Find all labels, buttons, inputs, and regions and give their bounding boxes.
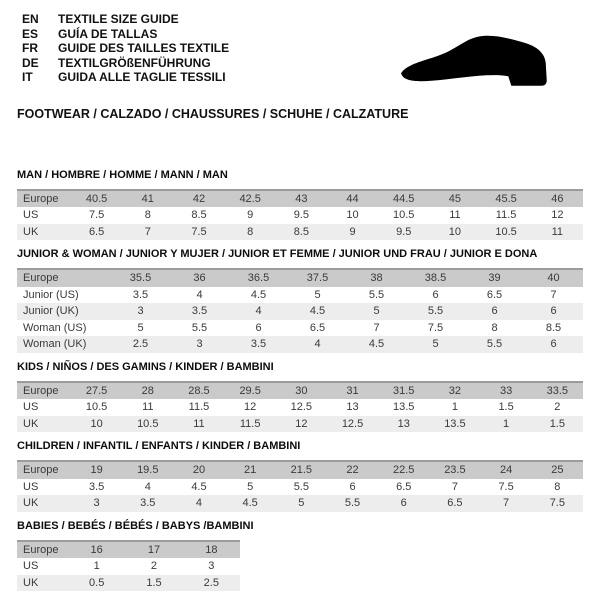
size-cell: 8.5 [545,321,562,334]
table-row [17,495,583,512]
man-size-table [17,189,583,241]
table-title-junior-woman: JUNIOR & WOMAN / JUNIOR Y MUJER / JUNIOR ET FEMME / JUNIOR UND FRAU / JUNIOR E DONA [17,248,538,260]
size-cell: 8 [491,321,498,334]
row-label: Europe [23,464,59,476]
size-cell: 45.5 [495,192,517,205]
table-row [17,303,583,320]
size-cell: 19 [90,464,103,476]
size-cell: 11.5 [495,209,517,221]
size-cell: 12 [551,209,564,221]
size-cell: 27.5 [85,384,108,397]
size-cell: 6 [491,305,498,317]
size-cell: 11 [449,209,461,221]
size-cell: 42.5 [239,192,261,205]
size-cell: 5.5 [486,338,503,350]
size-cell: 10.5 [393,209,415,221]
babies-size-table [17,540,240,592]
size-cell: 0.5 [89,576,105,589]
size-cell: 7 [550,288,557,301]
row-label: US [23,480,39,493]
size-cell: 6.5 [447,497,463,509]
size-cell: 39 [488,272,501,284]
size-cell: 12 [244,401,257,413]
table-row [17,399,583,416]
size-cell: 13 [346,401,359,413]
size-cell: 6.5 [88,225,105,238]
table-row [17,336,583,353]
row-label: Junior (US) [23,288,79,301]
size-cell: 9 [247,209,254,221]
size-cell: 7.5 [191,225,207,238]
size-cell: 1 [451,401,458,413]
language-code: DE [22,55,39,70]
size-cell: 9.5 [293,209,309,221]
size-cell: 32 [448,384,462,397]
size-cell: 21 [244,464,257,476]
size-cell: 12.5 [341,417,364,430]
size-cell: 5.5 [427,305,444,317]
size-cell: 38.5 [424,272,447,284]
language-code: IT [22,70,33,84]
size-cell: 11 [142,401,154,413]
size-cell: 33 [499,384,513,397]
row-label: UK [23,225,39,238]
size-cell: 7 [451,480,458,493]
language-label: TEXTILGRÖßENFÜHRUNG [58,55,211,70]
language-label: GUIDE DES TAILLES TEXTILE [58,41,230,55]
row-label: US [23,209,39,221]
size-cell: 30 [295,384,308,397]
size-cell: 6 [550,305,557,317]
size-cell: 1.5 [146,576,162,589]
section-children [17,439,583,512]
size-cell: 6 [255,321,262,334]
size-cell: 4.5 [309,305,326,317]
row-label: UK [23,497,39,509]
size-cell: 5 [432,338,439,350]
size-cell: 18 [205,543,218,556]
size-cell: 7.5 [549,497,565,509]
size-cell: 3.5 [250,338,267,350]
size-cell: 3.5 [132,288,149,301]
size-cell: 3.5 [140,497,156,509]
size-cell: 28.5 [188,384,210,397]
size-cell: 35.5 [129,272,152,284]
table-row [17,287,583,304]
table-row [17,224,583,241]
row-label: Woman (UK) [23,338,87,350]
size-cell: 3 [196,338,203,350]
size-cell: 7 [503,497,510,509]
size-cell: 33.5 [546,384,569,397]
junior-woman-size-table [17,268,583,353]
size-cell: 4.5 [250,288,267,301]
size-cell: 6.5 [309,321,326,334]
language-label: GUÍA DE TALLAS [58,26,158,41]
size-cell: 4.5 [242,497,258,509]
size-cell: 11.5 [188,401,210,413]
size-cell: 22.5 [393,464,415,476]
size-cell: 4 [195,497,203,509]
size-cell: 11 [551,225,564,238]
size-cell: 4 [144,480,151,493]
size-cell: 9.5 [396,225,412,238]
row-label: Junior (UK) [23,305,79,317]
size-cell: 44.5 [393,192,415,205]
size-cell: 28 [141,384,154,397]
size-cell: 19.5 [137,464,159,476]
row-label: US [23,560,39,572]
size-cell: 6.5 [486,288,503,301]
size-cell: 4 [314,338,321,350]
size-cell: 12 [295,417,308,430]
size-cell: 1 [93,560,100,572]
size-cell: 10.5 [495,225,517,238]
table-row [17,269,583,287]
size-cell: 1.5 [498,401,514,413]
section-babies [17,519,583,592]
section-kids [17,360,583,433]
row-label: Europe [23,272,59,284]
table-title-children: CHILDREN / INFANTIL / ENFANTS / KINDER / BAMBINI [17,440,301,452]
section-man [17,168,583,241]
size-cell: 4.5 [191,480,207,493]
size-cell: 6 [349,480,356,493]
size-cell: 3 [208,560,215,572]
section-junior-woman [17,247,583,353]
size-cell: 37.5 [306,272,329,284]
size-cell: 4 [196,288,203,301]
size-cell: 6.5 [396,480,412,493]
size-cell: 2 [554,401,561,413]
size-cell: 40.5 [85,192,108,205]
category-title: FOOTWEAR / CALZADO / CHAUSSURES / SCHUHE / CALZATURE [17,106,409,121]
row-label: Europe [23,192,59,205]
size-cell: 2.5 [203,576,219,589]
size-cell: 4.5 [368,338,385,350]
row-label: UK [23,417,39,430]
size-cell: 7.5 [427,321,444,334]
size-cell: 5 [298,497,305,509]
size-cell: 13 [397,417,410,430]
size-cell: 5 [373,305,380,317]
table-title-babies: BABIES / BEBÉS / BÉBÉS / BABYS /BAMBINI [17,519,254,532]
size-cell: 5.5 [368,288,385,301]
size-cell: 7.5 [498,480,514,493]
size-cell: 41 [141,192,154,205]
size-cell: 13.5 [444,417,466,430]
size-cell: 11 [193,417,205,430]
size-cell: 5 [137,321,144,334]
size-cell: 6 [400,497,407,509]
size-cell: 1 [503,417,510,430]
row-label: Europe [23,543,59,556]
kids-size-table [17,381,583,433]
size-cell: 22 [346,464,359,476]
table-row [17,207,583,224]
size-cell: 17 [147,543,161,556]
size-cell: 6 [550,338,557,350]
size-cell: 38 [370,272,383,284]
language-label: GUIDA ALLE TAGLIE TESSILI [58,70,226,84]
size-cell: 2 [150,560,158,572]
table-title-man: MAN / HOMBRE / HOMME / MANN / MAN [17,168,228,181]
size-cell: 40 [547,272,560,284]
table-row [17,416,583,433]
size-cell: 23.5 [444,464,466,476]
size-cell: 43 [295,192,308,205]
children-size-table [17,460,583,512]
size-cell: 5 [247,480,254,493]
row-label: Europe [23,384,59,397]
table-row [17,575,240,592]
size-cell: 3.5 [191,305,208,317]
size-cell: 3.5 [88,480,105,493]
size-cell: 3 [137,305,144,317]
size-cell: 10.5 [137,417,159,430]
row-label: US [23,401,39,413]
table-row [17,479,583,496]
size-cell: 9 [349,225,356,238]
size-cell: 10 [346,209,359,221]
size-cell: 2.5 [132,338,149,350]
size-cell: 5.5 [293,480,309,493]
size-cell: 7 [373,321,380,334]
size-cell: 5 [314,288,321,301]
language-code: ES [22,26,39,41]
table-row [17,541,240,559]
size-cell: 46 [551,192,564,205]
size-cell: 7 [144,225,151,238]
dress-shoe-icon [397,28,569,92]
size-cell: 5.5 [191,321,208,334]
row-label: Woman (US) [23,321,87,334]
size-cell: 8 [554,480,561,493]
size-cell: 36 [193,272,206,284]
size-cell: 10.5 [85,401,108,413]
size-cell: 6 [432,288,439,301]
language-label: TEXTILE SIZE GUIDE [58,12,179,26]
size-cell: 45 [448,192,462,205]
size-cell: 8 [247,225,254,238]
size-cell: 31.5 [393,384,415,397]
size-cell: 44 [346,192,359,205]
table-row [17,190,583,208]
size-cell: 25 [551,464,564,476]
size-cell: 21.5 [290,464,313,476]
size-cell: 3 [93,497,100,509]
size-cell: 7.5 [88,209,105,221]
language-code: EN [22,12,39,26]
size-cell: 13.5 [393,401,415,413]
size-cell: 10 [448,225,462,238]
table-row [17,461,583,479]
size-tables [17,168,583,592]
size-cell: 11.5 [239,417,261,430]
size-cell: 8 [144,209,151,221]
row-label: UK [23,576,39,589]
size-cell: 31 [346,384,359,397]
table-row [17,320,583,337]
size-cell: 12.5 [290,401,313,413]
size-cell: 1.5 [549,417,565,430]
size-cell: 5.5 [344,497,361,509]
size-cell: 4 [255,305,262,317]
table-row [17,558,240,575]
language-row-en [22,12,600,27]
size-cell: 10 [90,417,103,430]
size-cell: 29.5 [239,384,261,397]
size-cell: 8.5 [191,209,207,221]
table-title-kids: KIDS / NIÑOS / DES GAMINS / KINDER / BAMBINI [17,360,274,373]
size-cell: 8.5 [293,225,309,238]
size-cell: 16 [90,543,103,556]
table-row [17,382,583,400]
size-cell: 42 [192,192,206,205]
size-cell: 24 [499,464,513,476]
language-code: FR [22,41,38,55]
size-cell: 36.5 [247,272,270,284]
size-cell: 20 [192,464,206,476]
